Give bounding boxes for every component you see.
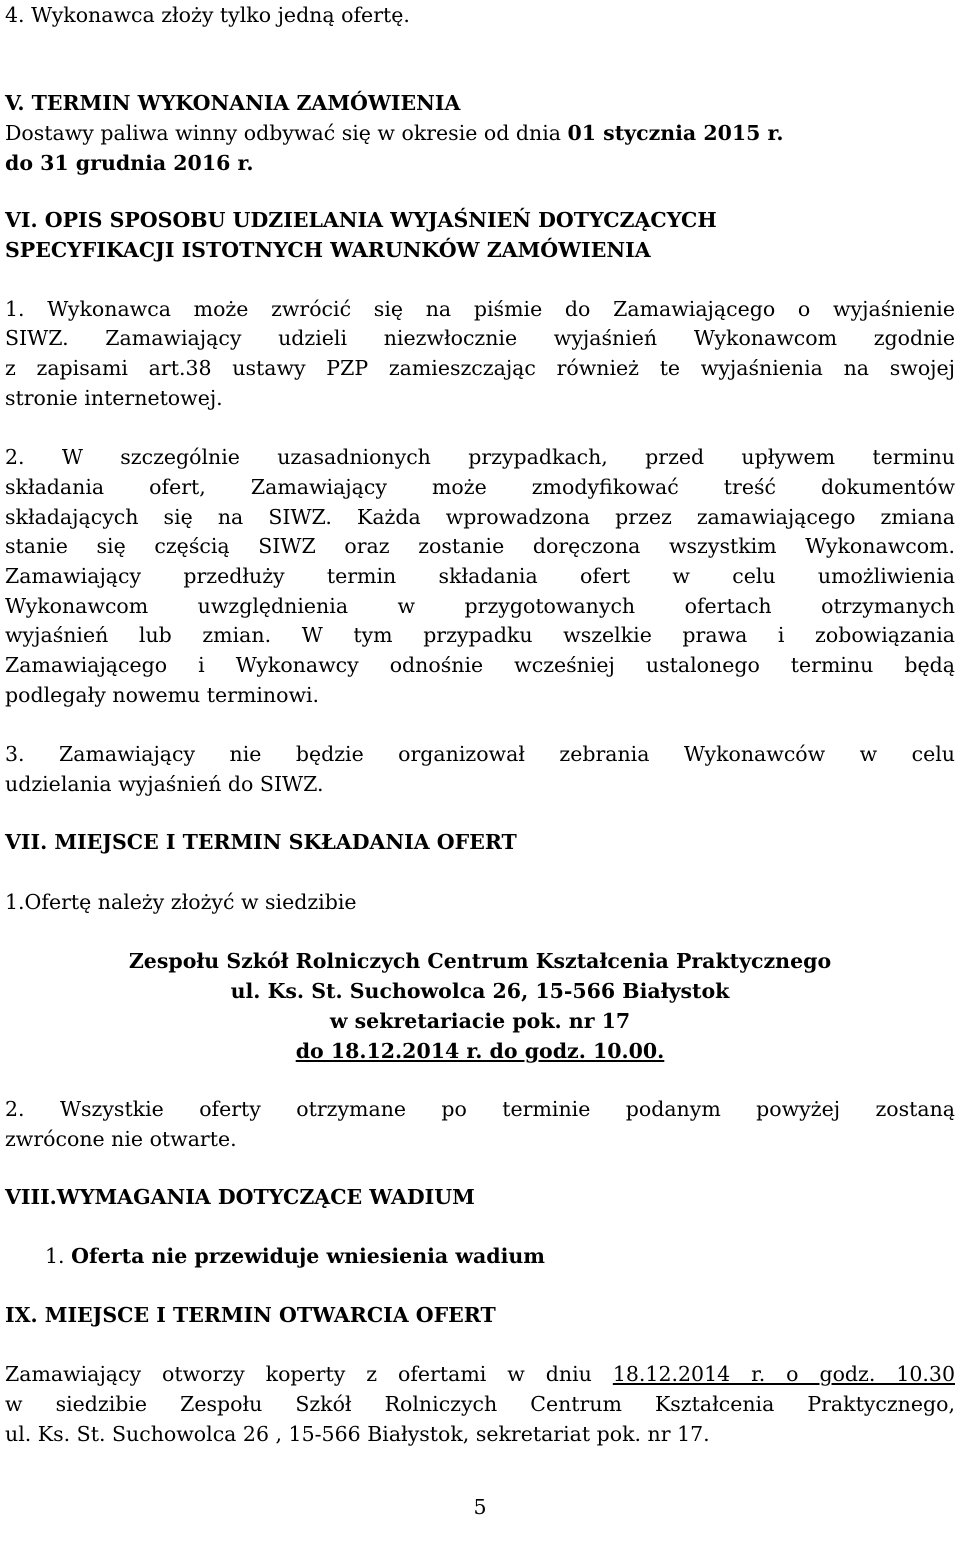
section-ix-heading: IX. MIEJSCE I TERMIN OTWARCIA OFERT (5, 1303, 496, 1327)
section-vi-p2-line: stanie się częścią SIWZ oraz zostanie doręczona wszystkim Wykonawcom. (5, 534, 955, 558)
section-vi-heading-1: VI. OPIS SPOSOBU UDZIELANIA WYJAŚNIEŃ DOTYCZĄCYCH (5, 208, 717, 232)
section-vi-p1-line: stronie internetowej. (5, 386, 223, 410)
section-vi-p2-line: Zamawiającego i Wykonawcy odnośnie wcześniej ustalonego terminu będą (5, 653, 955, 677)
opening-date: 18.12.2014 r. o godz. 10.30 (612, 1362, 955, 1386)
section-vi-p2-line: Zamawiający przedłuży termin składania ofert w celu umożliwienia (5, 564, 955, 588)
address-line: ul. Ks. St. Suchowolca 26, 15-566 Białystok (230, 979, 730, 1003)
section-v-date-from: 01 stycznia 2015 r. (567, 121, 784, 145)
section-vi-p1-line: z zapisami art.38 ustawy PZP zamieszczając również te wyjaśnienia na swojej (5, 356, 955, 380)
section-vi-p1-line: SIWZ. Zamawiający udzieli niezwłocznie wyjaśnień Wykonawcom zgodnie (5, 326, 955, 350)
section-vi-p2-line: podlegały nowemu terminowi. (5, 683, 320, 707)
section-vi-p2-line: Wykonawcom uwzględnienia w przygotowanych ofertach otrzymanych (5, 594, 955, 618)
section-ix-line-start: Zamawiający otworzy koperty z ofertami w dniu (5, 1362, 613, 1386)
submission-deadline-text: do 18.12.2014 r. do godz. 10.00. (295, 1039, 665, 1063)
section-vi-p1-line: 1. Wykonawca może zwrócić się na piśmie do Zamawiającego o wyjaśnienie (5, 297, 955, 321)
section-v-text-start: Dostawy paliwa winny odbywać się w okresie od dnia (5, 121, 568, 145)
section-ix-line: ul. Ks. St. Suchowolca 26 , 15-566 Białystok, sekretariat pok. nr 17. (5, 1422, 710, 1446)
section-vi-p3-line: udzielania wyjaśnień do SIWZ. (5, 772, 324, 796)
section-vi-p2-line: 2. W szczególnie uzasadnionych przypadkach, przed upływem terminu (5, 445, 955, 469)
section-viii-item (45, 1241, 945, 1271)
section-vi-p2-line: wyjaśnień lub zmian. W tym przypadku wszelkie prawa i zobowiązania (5, 623, 955, 647)
section-vii-p2-line: 2. Wszystkie oferty otrzymane po terminie podanym powyżej zostaną (5, 1097, 955, 1121)
section-ix-line (5, 1359, 955, 1389)
section-vi-p2-line: składania ofert, Zamawiający może zmodyfikować treść dokumentów (5, 475, 955, 499)
section-v-heading: V. TERMIN WYKONANIA ZAMÓWIENIA (5, 91, 461, 115)
item-4-line: 4. Wykonawca złoży tylko jedną ofertę. (5, 3, 410, 27)
section-viii-item-number: 1. (45, 1244, 65, 1268)
section-ix-line: w siedzibie Zespołu Szkół Rolniczych Centrum Kształcenia Praktycznego, (5, 1392, 955, 1416)
section-viii-heading: VIII.WYMAGANIA DOTYCZĄCE WADIUM (5, 1185, 475, 1209)
section-v-text (5, 118, 955, 148)
address-line: Zespołu Szkół Rolniczych Centrum Kształcenia Praktycznego (128, 949, 832, 973)
submission-deadline (5, 1036, 955, 1066)
section-vi-heading-2: SPECYFIKACJI ISTOTNYCH WARUNKÓW ZAMÓWIENIA (5, 238, 651, 262)
page-number: 5 (473, 1495, 487, 1519)
section-vii-heading: VII. MIEJSCE I TERMIN SKŁADANIA OFERT (5, 830, 517, 854)
address-line: w sekretariacie pok. nr 17 (329, 1009, 631, 1033)
section-vi-p2-line: składających się na SIWZ. Każda wprowadzona przez zamawiającego zmiana (5, 505, 955, 529)
section-vii-p1: 1.Ofertę należy złożyć w siedzibie (5, 890, 357, 914)
section-v-date-to: do 31 grudnia 2016 r. (5, 151, 254, 175)
section-vii-p2-line: zwrócone nie otwarte. (5, 1127, 237, 1151)
section-viii-item-text: Oferta nie przewiduje wniesienia wadium (71, 1244, 545, 1268)
section-vi-p3-line: 3. Zamawiający nie będzie organizował zebrania Wykonawców w celu (5, 742, 955, 766)
